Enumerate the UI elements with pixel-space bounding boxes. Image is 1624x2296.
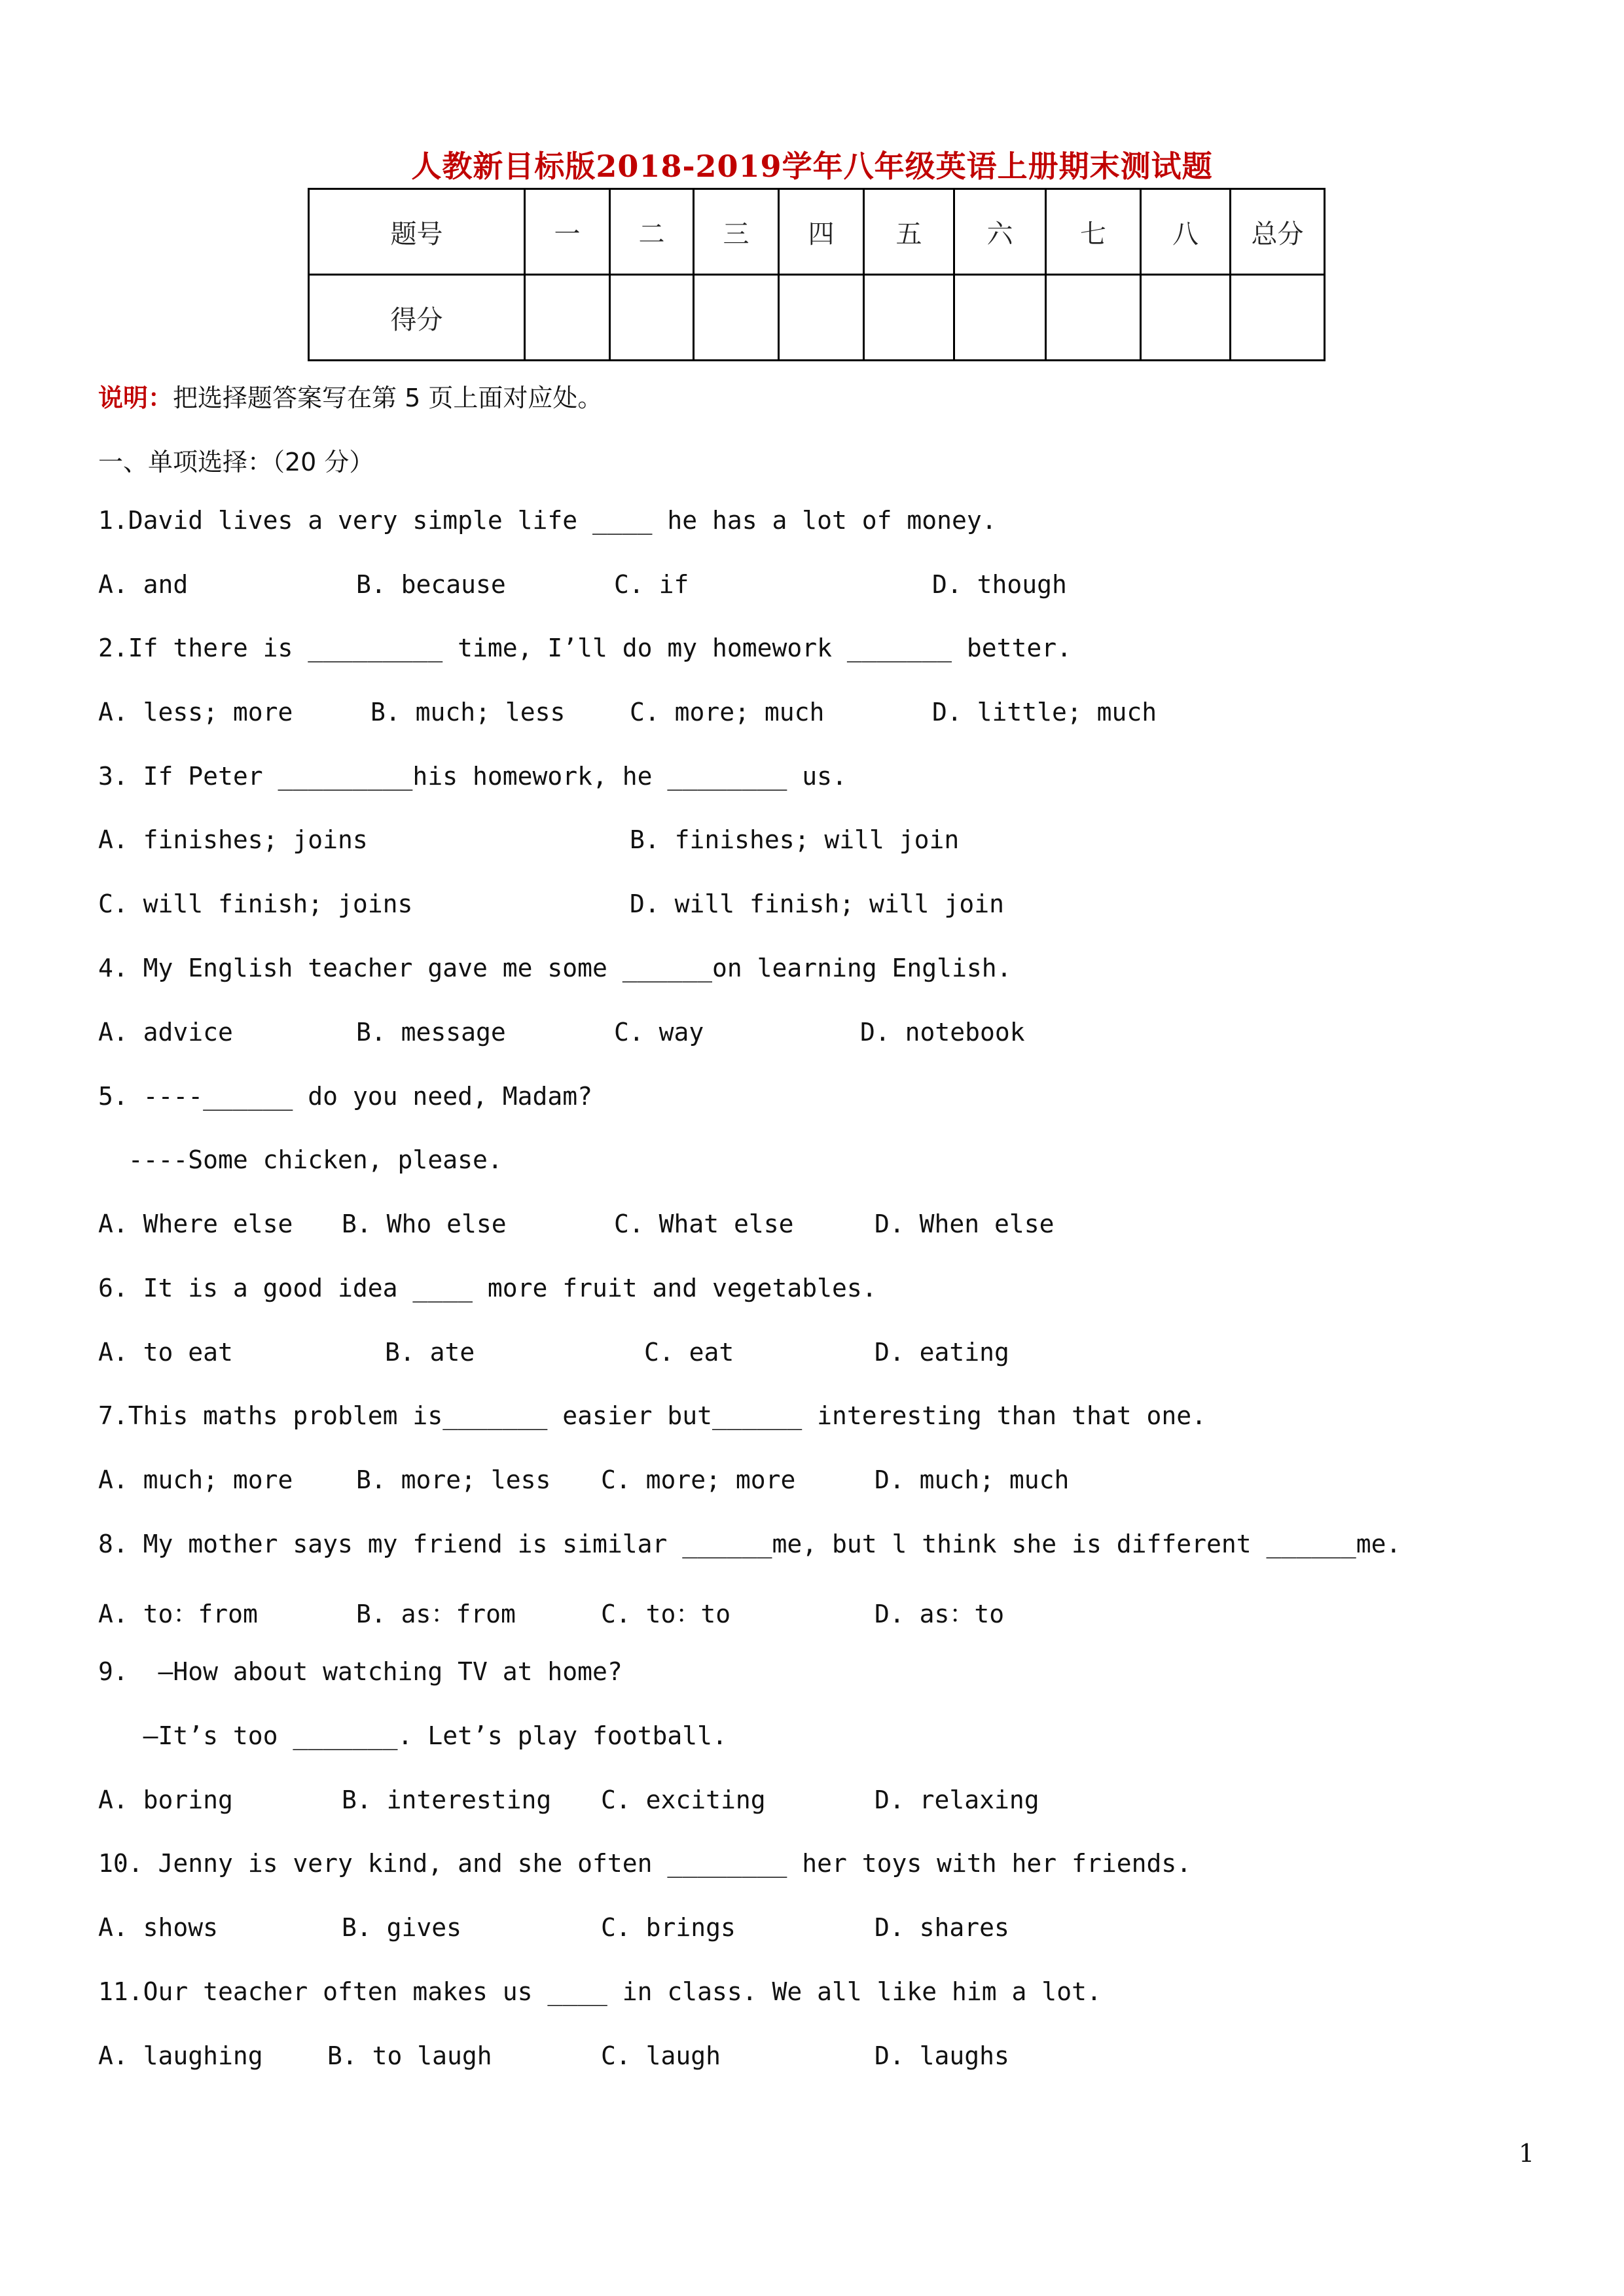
- option-a: A. laughing: [98, 2041, 263, 2070]
- score-cell[interactable]: [864, 275, 954, 361]
- option-a: A. to：from: [98, 1600, 258, 1628]
- option-a: A. much; more: [98, 1465, 293, 1494]
- question-stem: 7.This maths problem is_______ easier but______ interesting than that one.: [98, 1401, 1206, 1430]
- option-c: C. way: [614, 1018, 704, 1047]
- option-a: A. and: [98, 570, 189, 599]
- score-cell[interactable]: [525, 275, 610, 361]
- section-heading: 一、单项选择：（20 分）: [98, 448, 374, 476]
- option-a: A. finishes; joins: [98, 825, 368, 854]
- page-number: 1: [1519, 2139, 1535, 2168]
- option-a: A. less; more: [98, 698, 293, 726]
- table-header-cell: 八: [1141, 189, 1231, 275]
- option-d: D. eating: [875, 1338, 1009, 1367]
- option-d: D. little; much: [932, 698, 1157, 726]
- page-title: 人教新目标版2018-2019学年八年级英语上册期末测试题: [411, 149, 1213, 184]
- question-stem: 1.David lives a very simple life ____ he has a lot of money.: [98, 506, 997, 535]
- score-cell[interactable]: [779, 275, 864, 361]
- option-c: C. laugh: [601, 2041, 721, 2070]
- option-b: B. Who else: [342, 1210, 507, 1238]
- question-stem: 11.Our teacher often makes us ____ in class. We all like him a lot.: [98, 1977, 1102, 2006]
- table-header-cell: 四: [779, 189, 864, 275]
- score-cell[interactable]: [610, 275, 694, 361]
- option-a: A. boring: [98, 1785, 233, 1814]
- question-stem: 8. My mother says my friend is similar ______me, but l think she is different ______me.: [98, 1530, 1401, 1558]
- option-a: A. Where else: [98, 1210, 293, 1238]
- option-c: C. brings: [601, 1913, 736, 1942]
- option-d: D. as：to: [875, 1600, 1005, 1628]
- option-d: D. much; much: [875, 1465, 1070, 1494]
- question-stem: 10. Jenny is very kind, and she often ________ her toys with her friends.: [98, 1849, 1192, 1878]
- question-stem: 5. ----______ do you need, Madam?: [98, 1082, 592, 1111]
- option-d: D. notebook: [860, 1018, 1025, 1047]
- option-b: B. as：from: [356, 1600, 516, 1628]
- option-d: D. laughs: [875, 2041, 1009, 2070]
- instruction-note: [98, 378, 602, 414]
- option-d: D. relaxing: [875, 1785, 1039, 1814]
- note-label: 说明：: [98, 384, 173, 412]
- score-cell[interactable]: [1046, 275, 1141, 361]
- table-header-cell: 六: [954, 189, 1046, 275]
- option-b: B. to laugh: [327, 2041, 492, 2070]
- option-b: B. because: [356, 570, 506, 599]
- option-c: C. more; much: [630, 698, 825, 726]
- option-b: B. message: [356, 1018, 506, 1047]
- option-c: C. exciting: [601, 1785, 766, 1814]
- table-row-label: 得分: [309, 275, 525, 361]
- question-stem: 3. If Peter _________his homework, he ________ us.: [98, 762, 847, 791]
- question-response: —It’s too _______. Let’s play football.: [98, 1721, 727, 1750]
- option-d: D. When else: [875, 1210, 1055, 1238]
- option-b: B. interesting: [342, 1785, 552, 1814]
- question-response: ----Some chicken, please.: [98, 1145, 503, 1174]
- option-d: D. shares: [875, 1913, 1009, 1942]
- option-d: D. will finish; will join: [630, 889, 1004, 918]
- option-a: A. shows: [98, 1913, 219, 1942]
- option-c: C. more; more: [601, 1465, 796, 1494]
- table-header-cell: 总分: [1231, 189, 1325, 275]
- option-a: A. advice: [98, 1018, 233, 1047]
- option-b: B. more; less: [356, 1465, 551, 1494]
- option-c: C. if: [614, 570, 689, 599]
- table-header-cell: 五: [864, 189, 954, 275]
- score-cell[interactable]: [694, 275, 779, 361]
- option-a: A. to eat: [98, 1338, 233, 1367]
- option-c: C. to：to: [601, 1600, 731, 1628]
- question-stem: 2.If there is _________ time, I’ll do my homework _______ better.: [98, 634, 1072, 662]
- option-b: B. ate: [385, 1338, 475, 1367]
- option-b: B. gives: [342, 1913, 462, 1942]
- score-table: [308, 188, 1326, 361]
- table-header-cell: 一: [525, 189, 610, 275]
- score-cell[interactable]: [1231, 275, 1325, 361]
- table-header-cell: 三: [694, 189, 779, 275]
- table-header-cell: 七: [1046, 189, 1141, 275]
- table-header-cell: 题号: [309, 189, 525, 275]
- option-c: C. will finish; joins: [98, 889, 413, 918]
- score-cell[interactable]: [1141, 275, 1231, 361]
- question-stem: 6. It is a good idea ____ more fruit and vegetables.: [98, 1274, 877, 1302]
- table-header-cell: 二: [610, 189, 694, 275]
- question-stem: 4. My English teacher gave me some ______on learning English.: [98, 954, 1012, 982]
- option-b: B. finishes; will join: [630, 825, 960, 854]
- option-d: D. though: [932, 570, 1067, 599]
- score-cell[interactable]: [954, 275, 1046, 361]
- note-text: 把选择题答案写在第 5 页上面对应处。: [173, 384, 603, 412]
- question-stem: 9. —How about watching TV at home?: [98, 1657, 623, 1686]
- option-b: B. much; less: [370, 698, 566, 726]
- option-c: C. What else: [614, 1210, 794, 1238]
- option-c: C. eat: [644, 1338, 734, 1367]
